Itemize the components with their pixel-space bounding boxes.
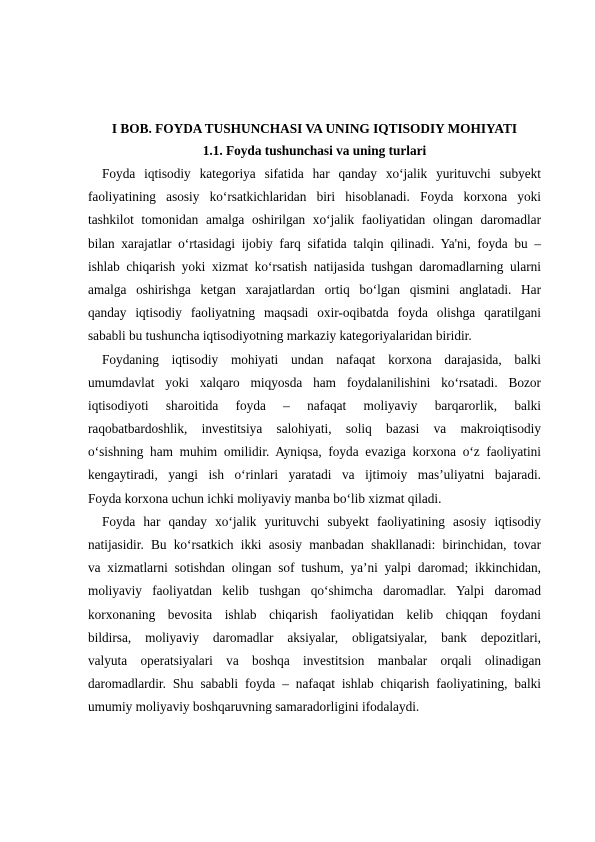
paragraph-line: iqtisodiyoti sharoitida foyda – nafaqat moliyaviy barqarorlik, balki <box>88 397 541 413</box>
paragraph-line: ishlab chiqarish yoki xizmat ko‘rsatish natijasida tushgan daromadlarning ularni <box>88 258 541 274</box>
chapter-title: I BOB. FOYDA TUSHUNCHASI VA UNING IQTISODIY MOHIYATI <box>111 121 518 136</box>
paragraph-line: umumiy moliyaviy boshqaruvning samaradorligini ifodalaydi. <box>88 699 420 715</box>
document-page <box>88 118 541 719</box>
paragraph-line: natijasidir. Bu ko‘rsatkich ikki asosiy manbadan shakllanadi: birinchidan, tovar <box>88 537 541 552</box>
paragraph-line: o‘sishning ham muhim omilidir. Ayniqsa, foyda evaziga korxona o‘z faoliyatini <box>88 444 541 460</box>
paragraph-line: daromadlardir. Shu sababli foyda – nafaqat ishlab chiqarish faoliyatining, balki <box>88 676 541 692</box>
paragraph-1 <box>88 162 541 348</box>
paragraph-line: tashkilot tomonidan amalga oshirilgan xo‘jalik faoliyatidan olingan daromadlar <box>88 212 541 228</box>
paragraph-line: amalga oshirishga ketgan xarajatlardan ortiq bo‘lgan qismini anglatadi. Har <box>88 281 541 297</box>
paragraph-3 <box>88 510 541 719</box>
paragraph-line: Foyda korxona uchun ichki moliyaviy manba bo‘lib xizmat qiladi. <box>88 490 442 506</box>
paragraph-line: sababli bu tushuncha iqtisodiyotning markaziy kategoriyalaridan biridir. <box>88 328 472 344</box>
paragraph-line: raqobatbardoshlik, investitsiya salohiyati, soliq bazasi va makroiqtisodiy <box>88 421 541 437</box>
paragraph-line: Foyda har qanday xo‘jalik yurituvchi subyekt faoliyatining asosiy iqtisodiy <box>102 513 541 529</box>
paragraph-line: korxonaning bevosita ishlab chiqarish faoliyatidan kelib chiqqan foydani <box>88 606 541 622</box>
paragraph-line: bilan xarajatlar o‘rtasidagi ijobiy farq sifatida talqin qilinadi. Ya'ni, foyda bu – <box>88 235 541 251</box>
paragraph-line: va xizmatlarni sotishdan olingan sof tushum, ya’ni yalpi daromad; ikkinchidan, <box>88 560 541 576</box>
paragraph-line: bildirsa, moliyaviy daromadlar aksiyalar, obligatsiyalar, bank depozitlari, <box>88 629 541 645</box>
section-title: 1.1. Foyda tushunchasi va uning turlari <box>202 143 427 158</box>
paragraph-2 <box>88 348 541 510</box>
paragraph-line: umumdavlat yoki xalqaro miqyosda ham foydalanilishini ko‘rsatadi. Bozor <box>88 374 541 390</box>
paragraph-line: qanday iqtisodiy faoliyatning maqsadi oxir-oqibatda foyda olishga qaratilgani <box>88 305 541 321</box>
paragraph-line: faoliyatining asosiy ko‘rsatkichlaridan biri hisoblanadi. Foyda korxona yoki <box>88 189 541 205</box>
paragraph-line: kengaytiradi, yangi ish o‘rinlari yaratadi va ijtimoiy mas’uliyatni bajaradi. <box>88 467 541 483</box>
paragraph-line: Foydaning iqtisodiy mohiyati undan nafaqat korxona darajasida, balki <box>102 351 541 367</box>
paragraph-line: valyuta operatsiyalari va boshqa investitsion manbalar orqali olinadigan <box>88 652 541 668</box>
paragraph-line: Foyda iqtisodiy kategoriya sifatida har qanday xo‘jalik yurituvchi subyekt <box>102 166 541 181</box>
paragraph-line: moliyaviy faoliyatdan kelib tushgan qo‘shimcha daromadlar. Yalpi daromad <box>88 583 541 599</box>
